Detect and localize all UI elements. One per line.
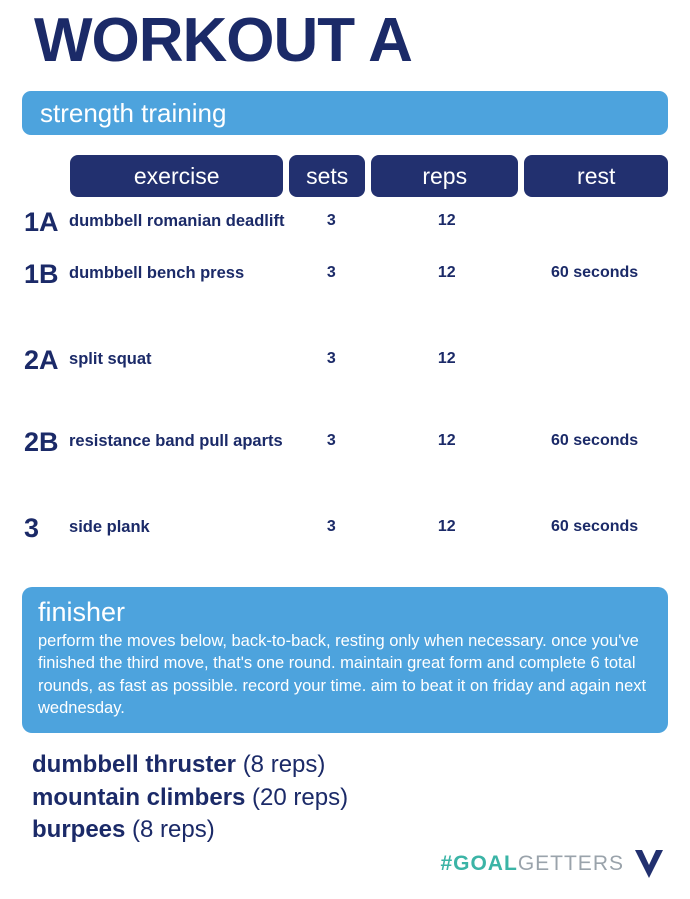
brand-primary: GOAL [453,852,518,875]
move-detail: (8 reps) [242,751,326,779]
move-detail: (20 reps) [252,783,349,811]
subtitle-banner [22,91,668,135]
row-sets: 3 [326,432,336,450]
row-number: 1A [24,207,59,238]
move-name: burpees [32,815,126,843]
v-logo-icon [632,847,666,881]
workout-page [0,8,690,899]
row-rest: 60 seconds [551,264,639,282]
row-exercise: dumbbell romanian deadlift [69,212,285,231]
brand-text [440,852,624,876]
row-number: 3 [24,513,40,544]
column-header-rest: rest [524,155,668,197]
finisher-panel [22,587,668,733]
row-exercise: split squat [69,350,152,369]
table-row [22,207,668,251]
column-header-reps: reps [371,155,518,197]
row-number: 2A [24,345,59,376]
row-rest [521,207,668,212]
table-row [22,513,668,557]
brand-hash: # [440,852,454,875]
move-detail: (8 reps) [132,815,215,843]
list-item [32,814,668,846]
row-exercise: side plank [69,518,150,537]
row-sets: 3 [326,350,336,368]
row-sets: 3 [326,264,336,282]
move-name: dumbbell thruster [32,751,237,779]
row-reps: 12 [437,212,456,230]
row-sets: 3 [326,518,336,536]
row-sets: 3 [326,212,336,230]
table-body [22,207,668,557]
table-row [22,259,668,303]
row-reps: 12 [437,518,456,536]
row-rest: 60 seconds [551,518,639,536]
column-header-sets: sets [289,155,365,197]
table-row [22,427,668,471]
row-number: 1B [24,259,59,290]
table-row [22,345,668,389]
list-item [32,782,668,814]
row-rest [521,345,668,350]
finisher-heading: finisher [38,597,126,628]
finisher-description: perform the moves below, back-to-back, resting only when necessary. once you've finished the third move, that's one round. maintain great form and complete 6 total rounds, as fast as possible. record your time. aim to beat it on friday and again next wednesday. [38,632,647,717]
page-title: WORKOUT A [34,6,412,75]
footer-brand [440,847,666,881]
row-reps: 12 [437,350,456,368]
row-exercise: resistance band pull aparts [69,432,283,451]
move-name: mountain climbers [32,783,246,811]
row-exercise: dumbbell bench press [69,264,245,283]
column-header-exercise: exercise [70,155,283,197]
row-number: 2B [24,427,59,458]
row-reps: 12 [437,432,456,450]
finisher-moves-list [32,749,668,846]
list-item [32,749,668,781]
brand-secondary: GETTERS [517,852,624,875]
subtitle-text: strength training [40,97,227,128]
row-rest: 60 seconds [551,432,639,450]
row-reps: 12 [437,264,456,282]
table-header-row [70,155,668,197]
